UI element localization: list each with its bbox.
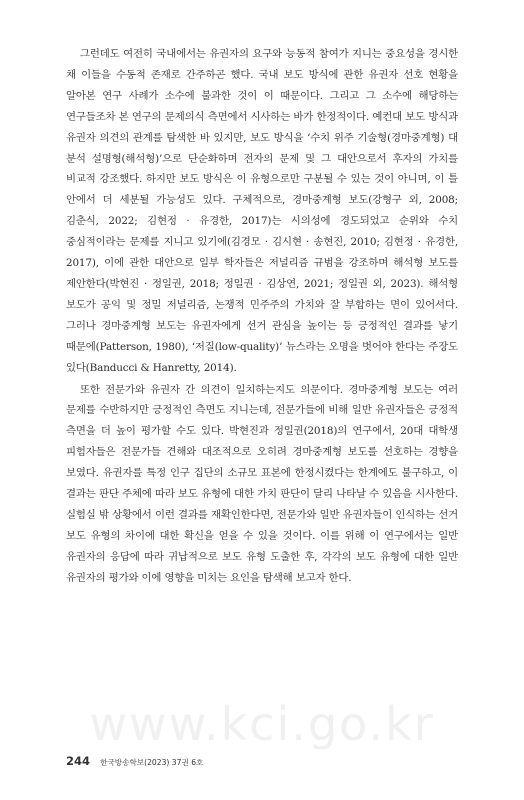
journal-citation: 한국방송학보(2023) 37권 6호	[100, 758, 204, 767]
body-text	[66, 44, 458, 589]
paragraph-1: 그런데도 여전히 국내에서는 유권자의 요구와 능동적 참여가 지니는 중요성을 경시한 채 이들을 수동적 존재로 간주하곤 했다. 국내 보도 방식에 관한 유권자 선호 현황을 알아본 연구 사례가 소수에 불과한 것이 이 때문이다. 그리고 그 소수에 해당하는 연구들조차 본 연구의 문제의식 측면에서 시사하는 바가 한정적이다. 예컨대 보도 방식과 유권자 의견의 관계를 탐색한 바 있지만, 보도 방식을 ‘수치 위주 기술형(경마중계형) 대 분석 설명형(해석형)’으로 단순화하며 전자의 문제 및 그 대안으로서 후자의 가치를 비교적 강조했다. 하지만 보도 방식은 이 유형으로만 구분될 수 있는 것이 아니며, 이 틀 안에서 더 세분될 가능성도 있다. 구체적으로, 경마중계형 보도(강형구 외, 2008; 김춘식, 2022; 김현정 · 유경한, 2017)는 시의성에 경도되었고 순위와 수치 중심적이라는 문제를 지니고 있기에(김경모 · 김시현 · 송현진, 2010; 김현정 · 유경한, 2017), 이에 관한 대안으로 일부 학자들은 저널리즘 규범을 강조하며 해석형 보도를 제안한다(박현진 · 정일권, 2018; 정일권 · 김상연, 2021; 정일권 외, 2023). 해석형 보도가 공익 및 정밀 저널리즘, 논쟁적 민주주의 가치와 잘 부합하는 면이 있어서다. 그러나 경마중계형 보도는 유권자에게 선거 관심을 높이는 등 긍정적인 결과를 낳기 때문에(Patterson, 1980), ‘저질(low-quality)’ 뉴스라는 오명을 벗어야 한다는 주장도 있다(Banducci & Hanretty, 2014).	[66, 48, 458, 374]
paragraph-2: 또한 전문가와 유권자 간 의견이 일치하는지도 의문이다. 경마중계형 보도는 여러 문제를 수반하지만 긍정적인 측면도 지니는데, 전문가들에 비해 일반 유권자들은 긍정적 측면을 더 높이 평가할 수도 있다. 박현진과 정일권(2018)의 연구에서, 20대 대학생 피험자들은 전문가들 견해와 대조적으로 오히려 경마중계형 보도를 선호하는 경향을 보였다. 유권자를 특정 인구 집단의 소규모 표본에 한정시켰다는 한계에도 불구하고, 이 결과는 판단 주체에 따라 보도 유형에 대한 가치 판단이 달리 나타날 수 있음을 시사한다. 실험실 밖 상황에서 이런 결과를 재확인한다면, 전문가와 일반 유권자들이 인식하는 선거 보도 유형의 차이에 대한 확신을 얻을 수 있을 것이다. 이를 위해 이 연구에서는 일반 유권자의 응답에 따라 귀납적으로 보도 유형 도출한 후, 각각의 보도 유형에 대한 일반 유권자의 평가와 이에 영향을 미치는 요인을 탐색해 보고자 한다.	[66, 383, 458, 584]
page-number: 244	[66, 754, 91, 768]
kci-watermark: www.kci.go.kr	[89, 697, 435, 751]
page-footer	[66, 750, 203, 769]
